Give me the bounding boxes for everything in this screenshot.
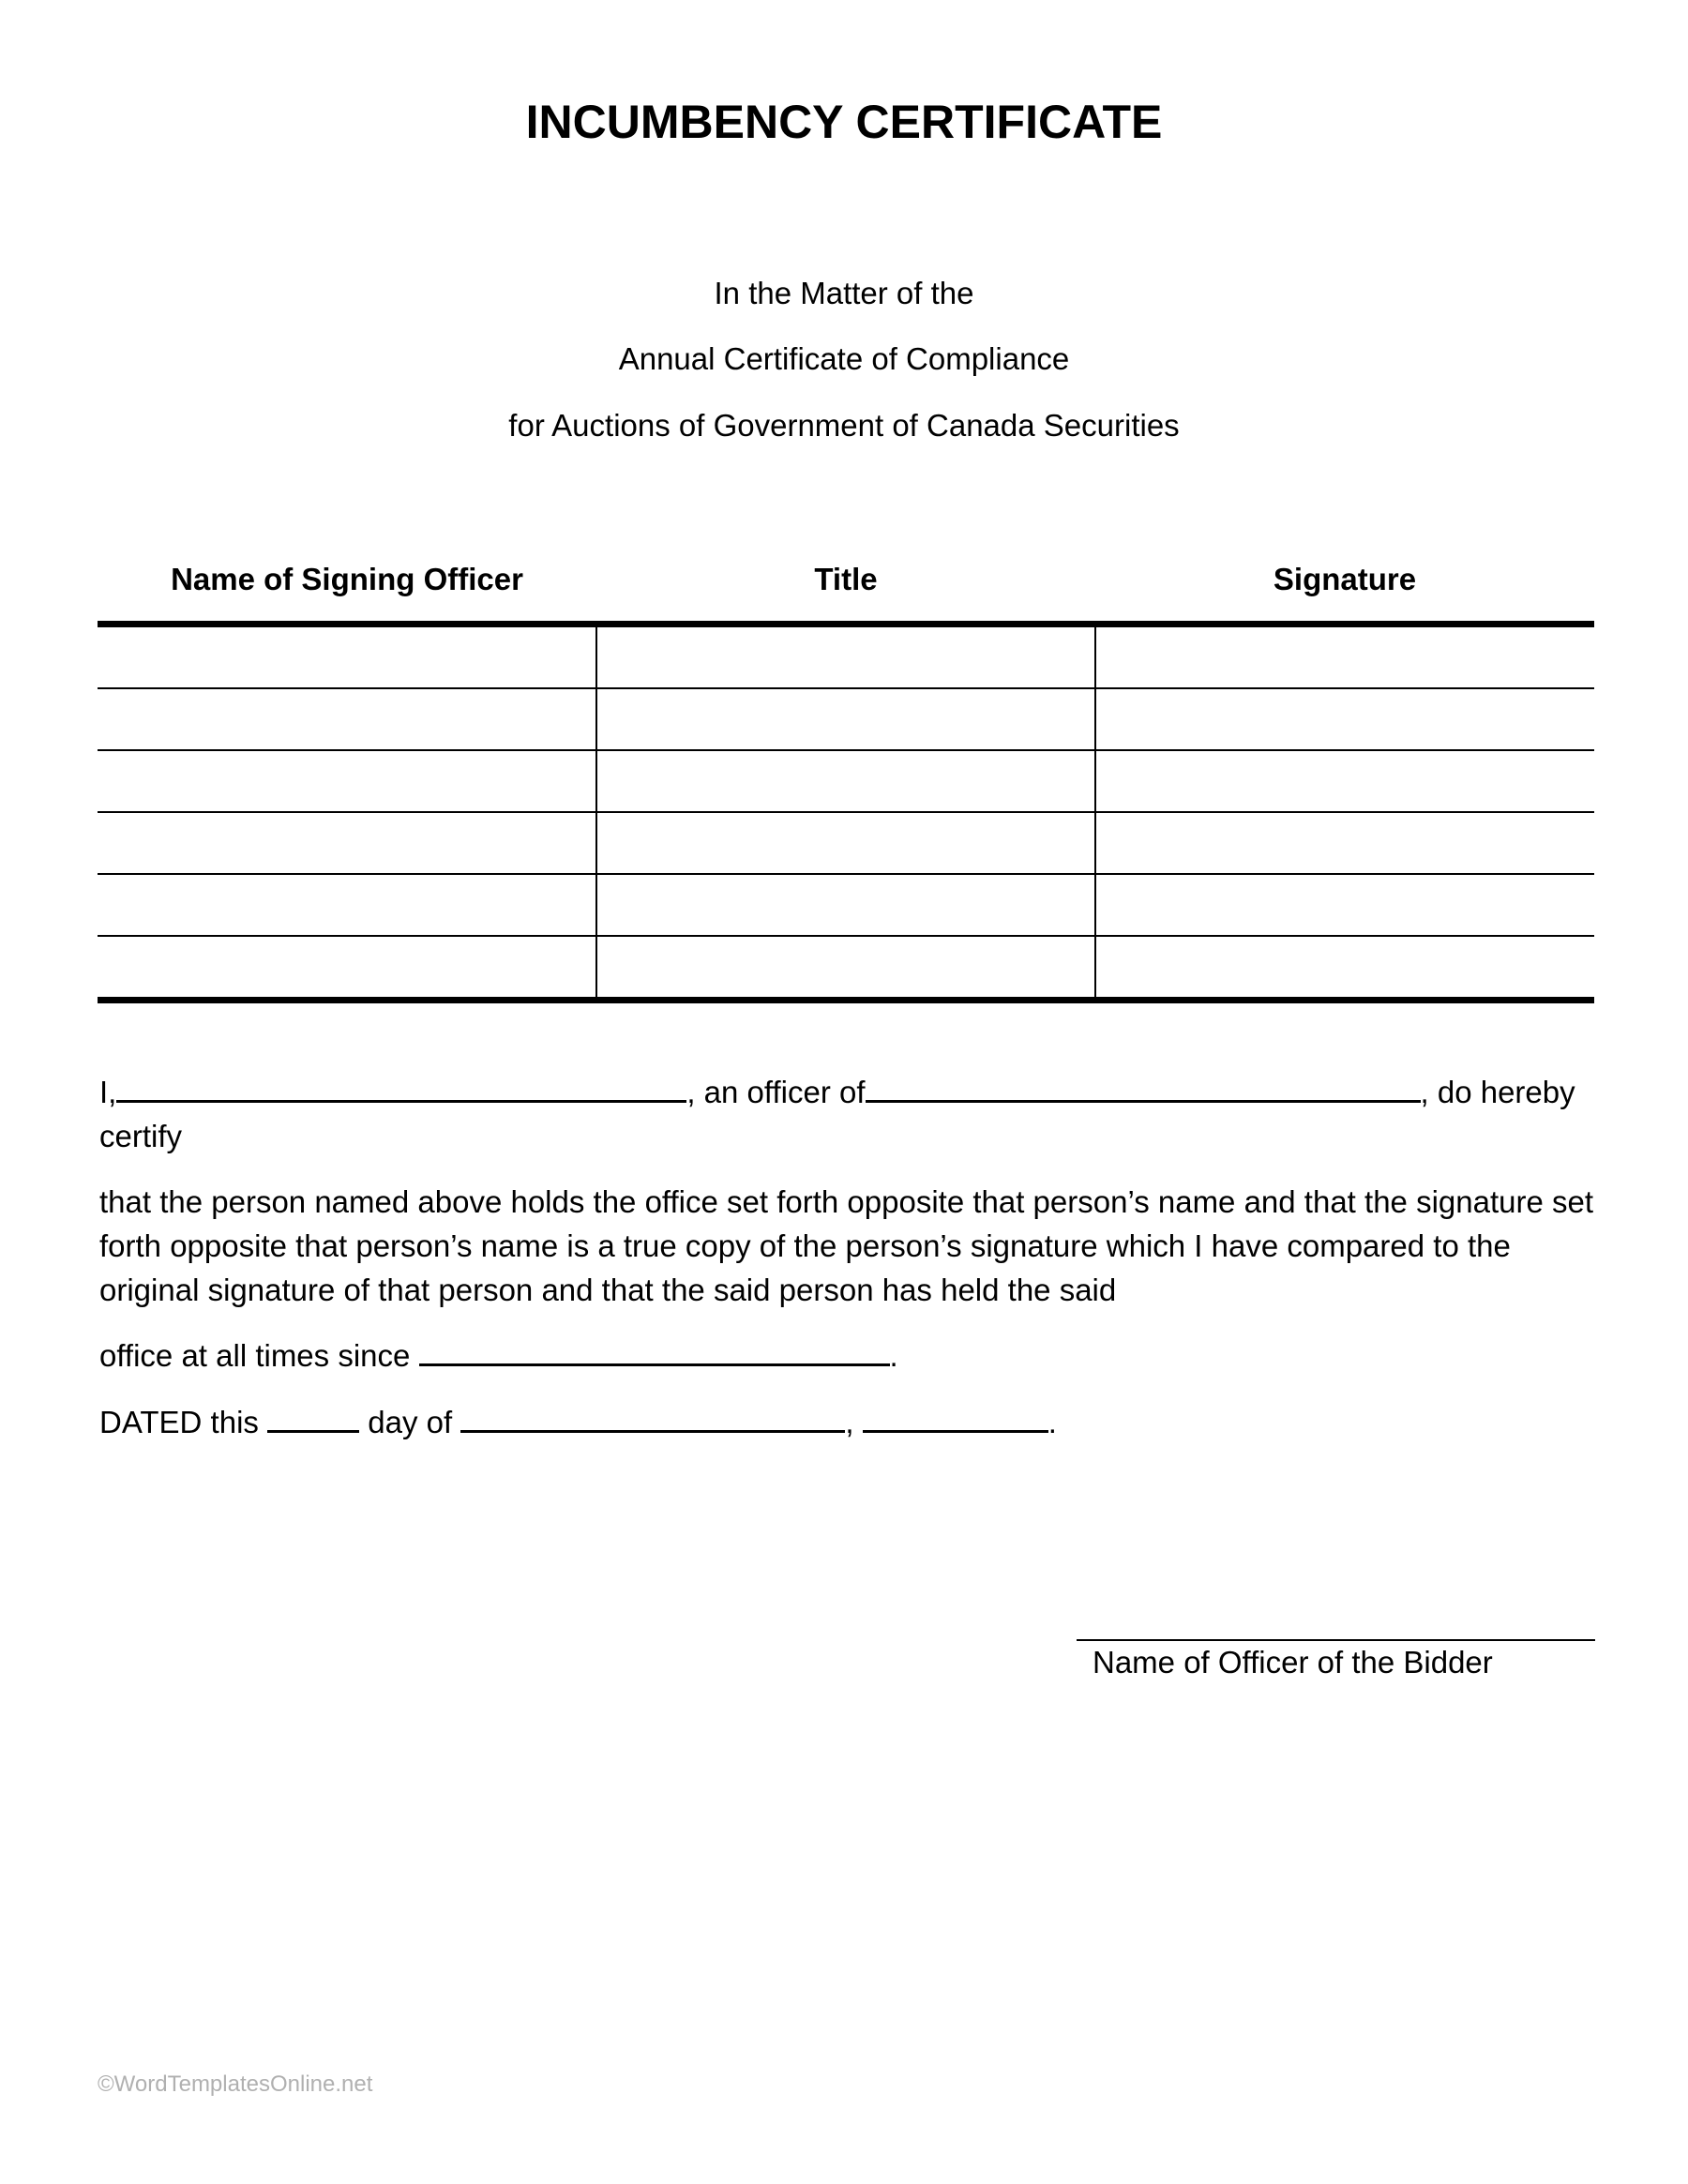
signature-label: Name of Officer of the Bidder — [1093, 1645, 1493, 1679]
table-row — [98, 812, 1594, 874]
column-header-signature: Signature — [1273, 562, 1417, 596]
certify-line — [99, 1070, 1600, 1114]
table-row — [98, 936, 1594, 1001]
table-cell-name[interactable] — [98, 625, 596, 689]
day-blank[interactable] — [267, 1400, 359, 1433]
table-row — [98, 625, 1594, 689]
table-cell-signature[interactable] — [1095, 874, 1594, 936]
certify-prefix: I, — [99, 1075, 117, 1109]
table-cell-signature[interactable] — [1095, 936, 1594, 1001]
table-row — [98, 874, 1594, 936]
table-cell-name[interactable] — [98, 874, 596, 936]
table-cell-name[interactable] — [98, 688, 596, 750]
company-name-blank[interactable] — [866, 1070, 1421, 1103]
certification-body: that the person named above holds the office set forth opposite that person’s name and that the signature set forth opposite that person’s name is a true copy of the person’s signature which I have compared to the original signature of that person and that the said person has held the said — [99, 1184, 1594, 1307]
dated-period: . — [1047, 1405, 1057, 1439]
subtitle-line-3: for Auctions of Government of Canada Securities — [508, 408, 1180, 443]
office-since-line — [99, 1333, 1600, 1378]
year-blank[interactable] — [863, 1400, 1048, 1433]
signing-officers-table — [98, 621, 1594, 1003]
watermark: ©WordTemplatesOnline.net — [98, 2071, 373, 2097]
table-cell-title[interactable] — [596, 688, 1095, 750]
table-cell-name[interactable] — [98, 750, 596, 812]
column-header-title: Title — [814, 562, 878, 596]
table-cell-title[interactable] — [596, 750, 1095, 812]
dated-line — [99, 1400, 1600, 1444]
since-date-blank[interactable] — [419, 1333, 890, 1366]
since-period: . — [889, 1338, 898, 1373]
certify-wrap: certify — [99, 1119, 183, 1153]
do-hereby-text: , do hereby — [1420, 1075, 1575, 1109]
dated-text: DATED this — [99, 1405, 259, 1439]
subtitle-line-1: In the Matter of the — [714, 276, 974, 310]
subtitle-line-2: Annual Certificate of Compliance — [618, 341, 1070, 376]
table-cell-name[interactable] — [98, 936, 596, 1001]
month-blank[interactable] — [460, 1400, 845, 1433]
table-cell-title[interactable] — [596, 874, 1095, 936]
page-title: INCUMBENCY CERTIFICATE — [525, 96, 1163, 148]
signature-line[interactable] — [1077, 1639, 1595, 1641]
day-of-text: day of — [368, 1405, 453, 1439]
table-cell-name[interactable] — [98, 812, 596, 874]
table-cell-signature[interactable] — [1095, 750, 1594, 812]
table-cell-title[interactable] — [596, 812, 1095, 874]
table-row — [98, 688, 1594, 750]
officer-of-text: , an officer of — [686, 1075, 866, 1109]
table-cell-title[interactable] — [596, 936, 1095, 1001]
table-cell-signature[interactable] — [1095, 625, 1594, 689]
column-header-name: Name of Signing Officer — [171, 562, 523, 596]
table-cell-signature[interactable] — [1095, 812, 1594, 874]
office-since-text: office at all times since — [99, 1338, 411, 1373]
table-cell-title[interactable] — [596, 625, 1095, 689]
certifier-name-blank[interactable] — [116, 1070, 686, 1103]
table-row — [98, 750, 1594, 812]
dated-comma: , — [845, 1405, 854, 1439]
table-cell-signature[interactable] — [1095, 688, 1594, 750]
